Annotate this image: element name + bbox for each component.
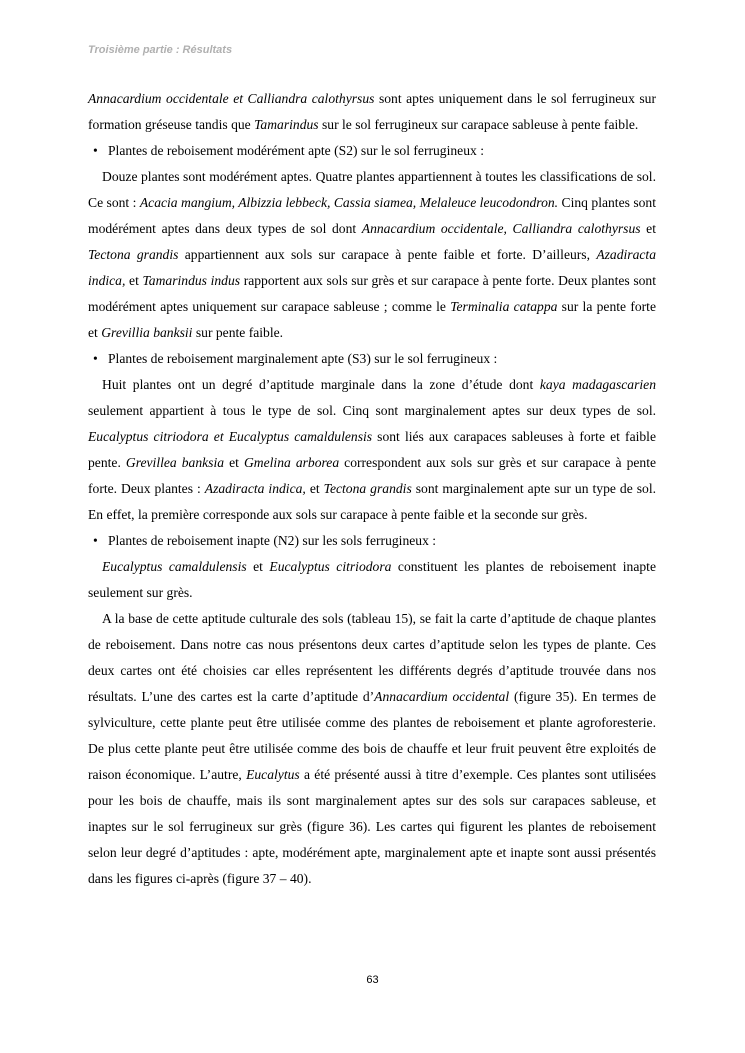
- text-run: sur la pente forte et: [88, 299, 656, 340]
- text-run: et: [640, 221, 656, 236]
- text-run: a été présenté aussi à titre d’exemple. Ces plantes sont utilisées pour les bois de chauffe, mais ils sont marginalement aptes sur des sols sur carapaces sableuse, et inaptes sur le sol ferrugineux sur grès (figure 36). Les cartes qui figurent les plantes de reboisement selon leur degré d’aptitudes : apte, modérément apte, marginalement apte et inapte sont aussi présentés dans les figures ci-après (figure 37 – 40).: [88, 767, 656, 886]
- species-name: kaya madagascarien: [539, 377, 656, 392]
- species-name: Tamarindus: [254, 117, 319, 132]
- paragraph-aptes-s1: [88, 86, 656, 138]
- species-names: Acacia mangium, Albizzia lebbeck, Cassia siamea, Melaleuce leucodondron.: [139, 195, 559, 210]
- paragraph-moderement-aptes: [88, 164, 656, 346]
- text-run: et: [224, 455, 244, 470]
- species-name: Annacardium occidental: [374, 689, 510, 704]
- text-run: sur pente faible.: [192, 325, 284, 340]
- bullet-text: Plantes de reboisement modérément apte (S2) sur le sol ferrugineux :: [108, 143, 484, 158]
- bullet-text: Plantes de reboisement inapte (N2) sur les sols ferrugineux :: [108, 533, 437, 548]
- text-run: sont aptes uniquement dans le sol ferrugineux sur formation gréseuse tandis que: [88, 91, 657, 132]
- text-run: Cinq plantes sont modérément aptes dans deux types de sol dont: [88, 195, 656, 236]
- text-run: et: [246, 559, 270, 574]
- species-names: Annacardium occidentale et Calliandra calothyrsus: [88, 91, 375, 106]
- text-run: (figure 35). En termes de sylviculture, cette plante peut être utilisée comme des plantes de reboisement et plante agroforesterie. De plus cette plante peut être utilisée comme des bois de chauffe et leur fruit peuvent être exploités de raison économique. L’autre,: [88, 689, 656, 782]
- text-run: correspondent aux sols sur grès et sur carapace à pente forte. Deux plantes :: [88, 455, 657, 496]
- species-name: Gmelina arborea: [243, 455, 340, 470]
- text-run: seulement appartient à tous le type de sol. Cinq sont marginalement aptes sur deux types de sol.: [88, 403, 656, 418]
- page-number: 63: [366, 974, 379, 986]
- species-name: Terminalia catappa: [450, 299, 558, 314]
- text-run: sont marginalement apte sur un type de sol. En effet, la première corresponde aux sols sur carapace à pente faible et la seconde sur grès.: [88, 481, 657, 522]
- species-name: Azadiracta indica,: [88, 247, 656, 288]
- bullet-dot: •: [93, 533, 98, 548]
- text-run: sur le sol ferrugineux sur carapace sableuse à pente faible.: [318, 117, 639, 132]
- bullet-dot: •: [93, 351, 98, 366]
- species-name: Eucalyptus citriodora: [269, 559, 392, 574]
- species-names: Annacardium occidentale, Calliandra calothyrsus: [361, 221, 641, 236]
- species-name: Tectona grandis: [323, 481, 412, 496]
- species-name: Azadiracta indica,: [204, 481, 306, 496]
- species-name: Tectona grandis: [88, 247, 179, 262]
- running-header: Troisième partie : Résultats: [88, 44, 233, 56]
- text-run: rapportent aux sols sur grès et sur carapace à pente forte. Deux plantes sont modérément aptes uniquement sur carapace sableuse ; comme le: [88, 273, 657, 314]
- bullet-s3: [88, 346, 656, 372]
- paragraph-marginalement-aptes: [88, 372, 656, 528]
- species-name: Eucalytus: [246, 767, 300, 782]
- paragraph-cartes-aptitude: [88, 606, 656, 892]
- species-names: Eucalyptus citriodora et Eucalyptus camaldulensis: [88, 429, 373, 444]
- bullet-dot: •: [93, 143, 98, 158]
- text-run: appartiennent aux sols sur carapace à pente faible et forte. D’ailleurs,: [178, 247, 597, 262]
- species-name: Tamarindus indus: [142, 273, 241, 288]
- bullet-text: Plantes de reboisement marginalement apte (S3) sur le sol ferrugineux :: [108, 351, 498, 366]
- text-run: et: [305, 481, 324, 496]
- text-run: Huit plantes ont un degré d’aptitude marginale dans la zone d’étude dont: [102, 377, 540, 392]
- species-name: Grevillia banksii: [101, 325, 193, 340]
- text-run: et: [125, 273, 143, 288]
- text-run: sont liés aux carapaces sableuses à forte et faible pente.: [88, 429, 656, 470]
- text-run: Douze plantes sont modérément aptes. Quatre plantes appartiennent à toutes les classifications de sol. Ce sont :: [88, 169, 656, 210]
- paragraph-inaptes: [88, 554, 656, 606]
- text-run: A la base de cette aptitude culturale des sols (tableau 15), se fait la carte d’aptitude de chaque plantes de reboisement. Dans notre cas nous présentons deux cartes d’aptitude selon les types de plante. Ces deux cartes ont été choisies car elles représentent les différents degrés d’aptitude trouvée dans nos résultats. L’une des cartes est la carte d’aptitude d’: [88, 611, 656, 704]
- body-text: [88, 86, 656, 892]
- bullet-s2: [88, 138, 656, 164]
- bullet-n2: [88, 528, 656, 554]
- species-name: Grevillea banksia: [125, 455, 225, 470]
- text-run: constituent les plantes de reboisement inapte seulement sur grès.: [88, 559, 656, 600]
- species-name: Eucalyptus camaldulensis: [102, 559, 247, 574]
